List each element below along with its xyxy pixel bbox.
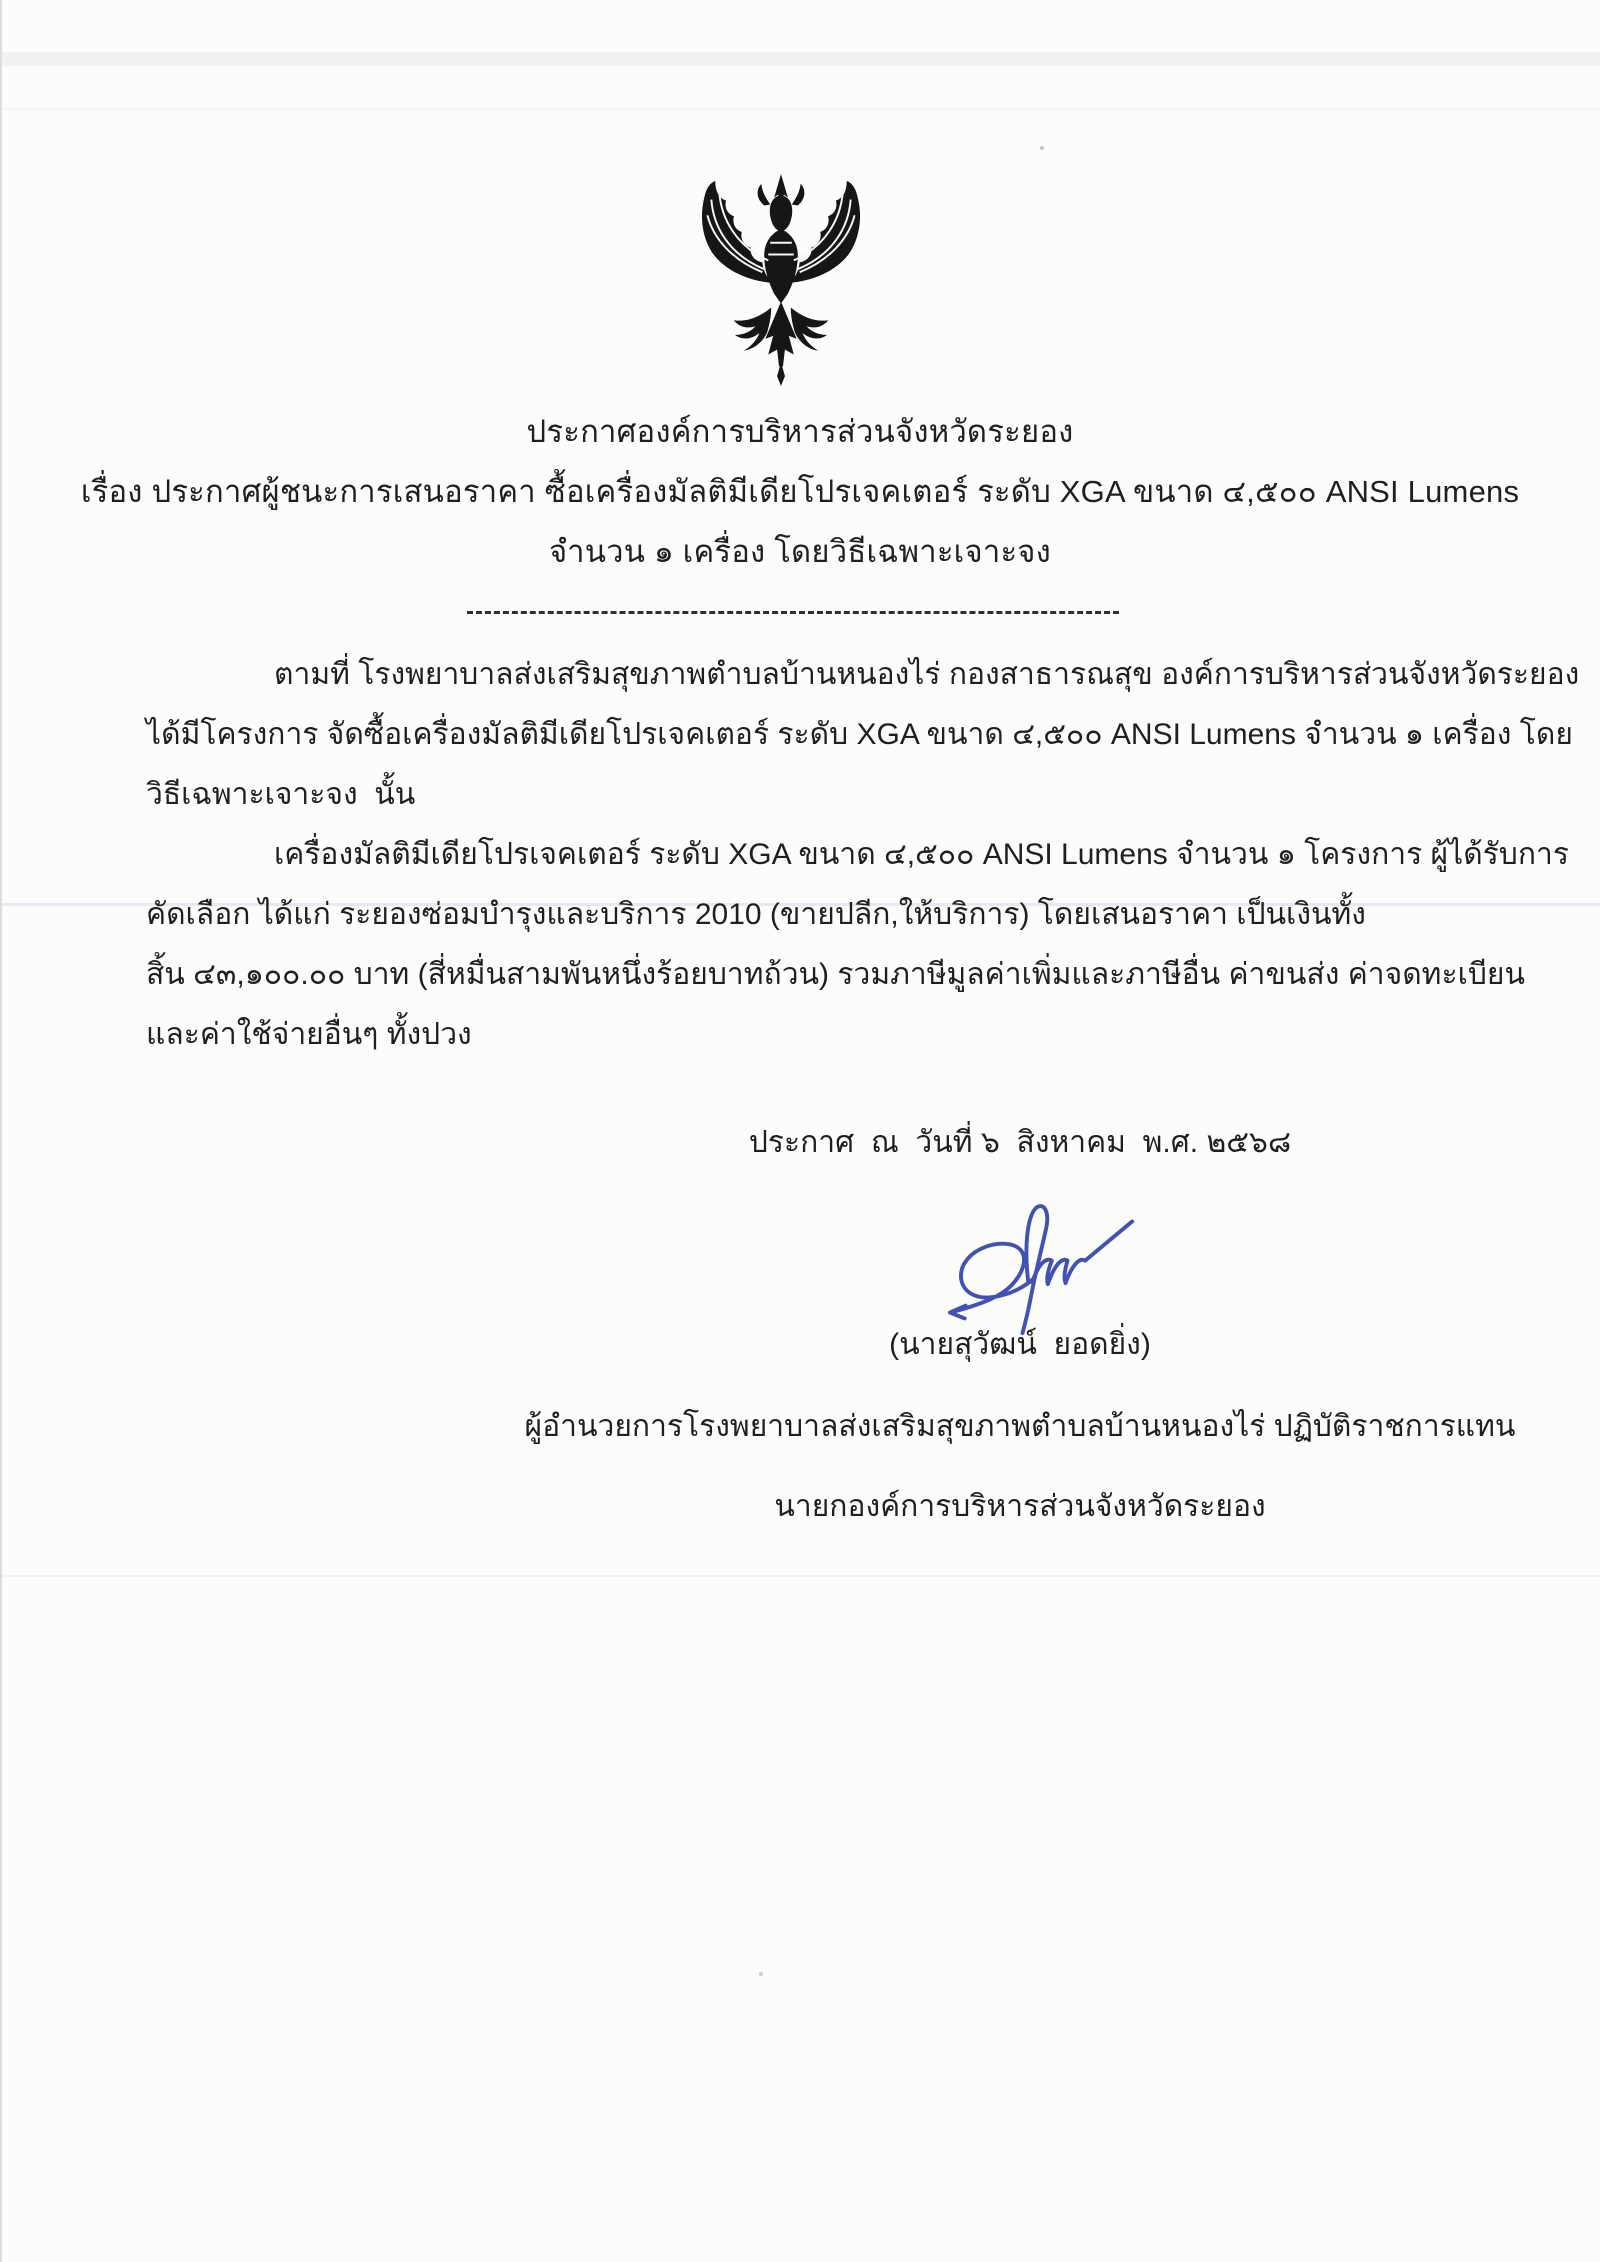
document-body xyxy=(146,645,1580,1065)
signatory-position-line-1: ผู้อำนวยการโรงพยาบาลส่งเสริมสุขภาพตำบลบ้านหนองไร่ ปฏิบัติราชการแทน xyxy=(524,1410,1516,1443)
scan-artifact-band xyxy=(0,52,1600,66)
paragraph2-line: คัดเลือก ได้แก่ ระยองซ่อมบำรุงและบริการ 2010 (ขายปลีก,ให้บริการ) โดยเสนอราคา เป็นเงินทั้ง xyxy=(146,898,1366,931)
scan-artifact-edge xyxy=(0,0,2,2262)
paragraph2-line: เครื่องมัลติมีเดียโปรเจคเตอร์ ระดับ XGA ขนาด ๔,๕๐๐ ANSI Lumens จำนวน ๑ โครงการ ผู้ได้รับการ xyxy=(274,838,1569,871)
announcement-date-line: ประกาศ ณ วันที่ ๖ สิงหาคม พ.ศ. ๒๕๖๘ xyxy=(748,1126,1292,1159)
scan-speck xyxy=(759,1972,763,1976)
title-line-1: ประกาศองค์การบริหารส่วนจังหวัดระยอง xyxy=(526,414,1074,449)
title-line-3: จำนวน ๑ เครื่อง โดยวิธีเฉพาะเจาะจง xyxy=(548,534,1051,569)
title-line-2: เรื่อง ประกาศผู้ชนะการเสนอราคา ซื้อเครื่องมัลติมีเดียโปรเจคเตอร์ ระดับ XGA ขนาด ๔,๕๐๐ ANSI Lumens xyxy=(80,474,1520,509)
signature-ink-icon xyxy=(938,1196,1148,1338)
dashed-divider xyxy=(467,611,1119,614)
document-header xyxy=(0,402,1600,582)
signatory-name: (นายสุวัฒน์ ยอดยิ่ง) xyxy=(889,1328,1151,1361)
paragraph2-line: สิ้น ๔๓,๑๐๐.๐๐ บาท (สี่หมื่นสามพันหนึ่งร้อยบาทถ้วน) รวมภาษีมูลค่าเพิ่มและภาษีอื่น ค่าขนส่ง ค่าจดทะเบียน xyxy=(146,958,1525,991)
scan-speck xyxy=(1040,146,1044,150)
paragraph1-line: วิธีเฉพาะเจาะจง นั้น xyxy=(146,778,416,811)
scan-artifact-line xyxy=(0,1575,1600,1577)
scan-artifact-line xyxy=(0,108,1600,110)
paragraph2-line: และค่าใช้จ่ายอื่นๆ ทั้งปวง xyxy=(146,1018,472,1051)
paragraph1-line: ได้มีโครงการ จัดซื้อเครื่องมัลติมีเดียโปรเจคเตอร์ ระดับ XGA ขนาด ๔,๕๐๐ ANSI Lumens จำนวน ๑ เครื่อง โดย xyxy=(146,718,1573,751)
signatory-position-line-2: นายกองค์การบริหารส่วนจังหวัดระยอง xyxy=(774,1490,1266,1523)
garuda-emblem-icon xyxy=(678,170,884,390)
paragraph1-line: ตามที่ โรงพยาบาลส่งเสริมสุขภาพตำบลบ้านหนองไร่ กองสาธารณสุข องค์การบริหารส่วนจังหวัดระยอง xyxy=(274,658,1580,691)
